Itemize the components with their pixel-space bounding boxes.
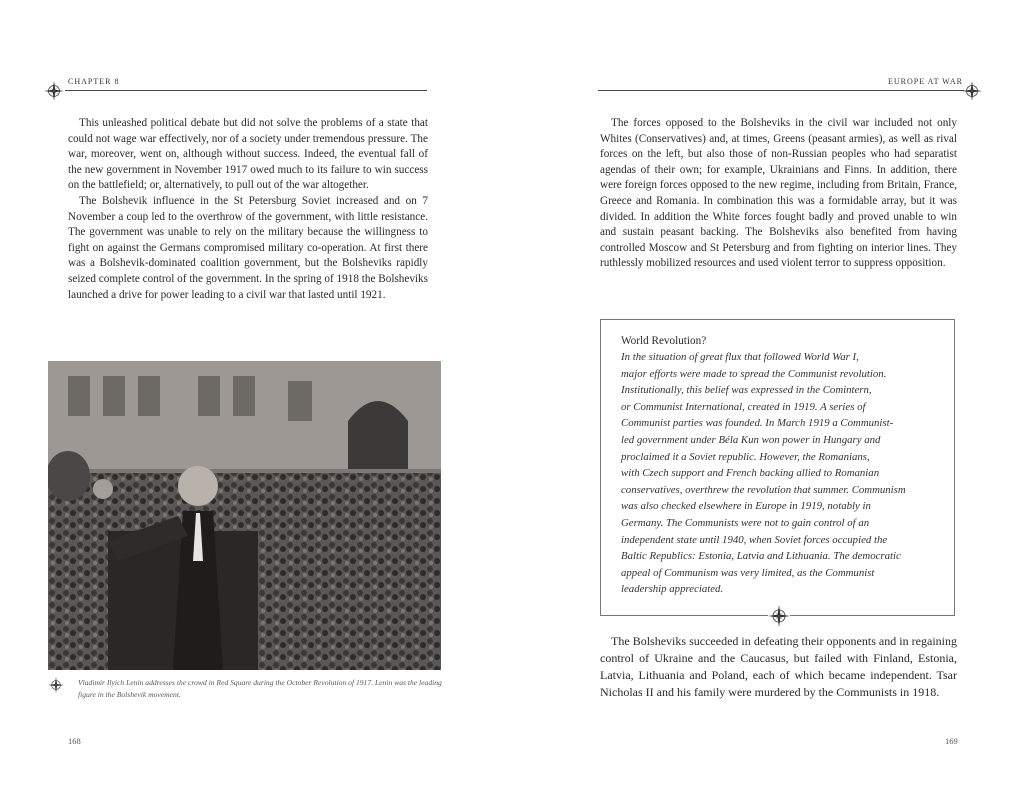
page-number: 169 [945, 736, 958, 746]
paragraph: This unleashed political debate but did not solve the problems of a state that could not wage war effectively, nor of a society under tremendous pressure. The war, moreover, went on, although without success. Indeed, the eventual fall of the new government in November 1917 owed much to its failure to win success on the battlefield; or, alternatively, to pull out of the war altogether. [68, 117, 428, 192]
running-head: EUROPE AT WAR [888, 77, 963, 86]
body-text [600, 633, 957, 701]
compass-rose-icon [44, 81, 64, 101]
right-page [512, 0, 1024, 793]
running-head: CHAPTER 8 [68, 77, 120, 86]
lenin-red-square-photo [48, 361, 441, 670]
header-rule [598, 90, 964, 91]
sidebar-title: World Revolution? [621, 335, 707, 347]
paragraph: The Bolshevik influence in the St Petersburg Soviet increased and on 7 November a coup led to the overthrow of the government, with little resistance. The government was unable to rely on the military because the willingness to fight on against the Germans compromised military co-operation. At first there was a Bolshevik-dominated coalition government, but the Bolsheviks rapidly seized complete control of the government. In the spring of 1918 the Bolsheviks launched a drive for power leading to a civil war that lasted until 1921. [68, 194, 428, 301]
paragraph: The forces opposed to the Bolsheviks in the civil war included not only Whites (Conservatives) and, at times, Greens (peasant armies), as well as rival forces on the left, but also those of non-Russian peoples who had separatist agendas of their own; for example, Ukrainians and Finns. In addition, there were foreign forces opposed to the new regime, including from Britain, France, Greece and Romania. In combination this was a formidable array, but it was divided. In addition the White forces fought badly and proved unable to win and sustain peasant backing. The Bolsheviks also benefited from having controlled Moscow and St Petersburg and from fighting on interior lines. They ruthlessly mobilized resources and used violent terror to suppress opposition. [600, 117, 957, 270]
photo-caption: Vladimir Ilyich Lenin addresses the crowd in Red Square during the October Revolution of 1917. Lenin was the leading figure in the Bolshevik movement. [78, 678, 442, 699]
body-text [68, 116, 428, 303]
compass-rose-icon [768, 605, 790, 627]
paragraph: The Bolsheviks succeeded in defeating their opponents and in regaining control of Ukraine and the Caucasus, but failed with Finland, Estonia, Latvia, Lithuania and Poland, each of which became independent. Tsar Nicholas II and his family were murdered by the Communists in 1918. [600, 634, 957, 699]
sidebar-box [600, 319, 955, 616]
body-text [600, 116, 957, 272]
page-number: 168 [68, 736, 81, 746]
header-rule [65, 90, 427, 91]
compass-rose-icon [48, 677, 64, 693]
compass-rose-icon [962, 81, 982, 101]
sidebar-text: In the situation of great flux that followed World War I, major efforts were made to spread the Communist revolution. Institutionally, this belief was expressed in the Comintern, or Communist International, created in 1919. A series of Communist parties was founded. In March 1919 a Communist- led government under Béla Kun won power in Hungary and proclaimed it a Soviet republic. However, the Romanians, with Czech support and French backing allied to Romanian conservatives, overthrew the revolution that summer. Communism was also checked elsewhere in Europe in 1919, notably in Germany. The Communists were not to gain control of an independent state until 1940, when Soviet forces occupied the Baltic Republics: Estonia, Latvia and Lithuania. The democratic appeal of Communism was very limited, as the Communist leadership appreciated. [621, 351, 906, 596]
